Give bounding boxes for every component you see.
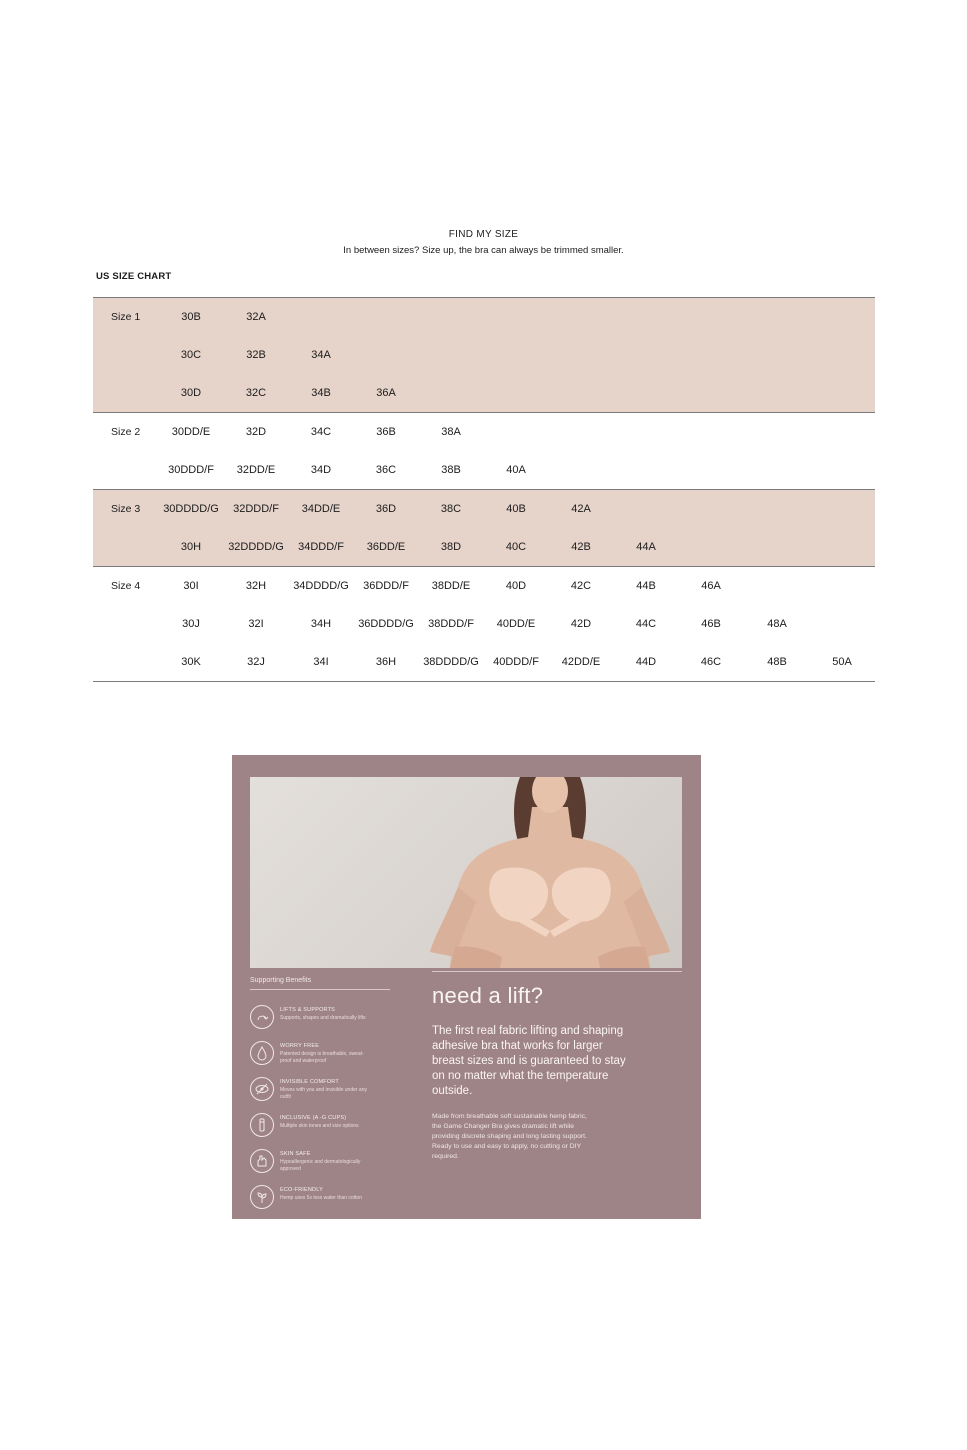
size-cell: 34C xyxy=(310,426,332,438)
size-cell: 46A xyxy=(701,580,721,592)
product-box-image xyxy=(232,755,701,1219)
size-cell: 40B xyxy=(506,503,526,515)
size-cell: 30DD/E xyxy=(171,426,211,438)
size-cell: 42DD/E xyxy=(561,656,601,668)
size-cell: 30C xyxy=(180,349,202,361)
model-figure-illustration xyxy=(250,777,682,968)
size-cell: 46C xyxy=(700,656,722,668)
size-cell: 34DDD/F xyxy=(298,541,344,553)
size-chart-label: US SIZE CHART xyxy=(96,271,172,282)
size-group xyxy=(93,567,875,682)
sprout-icon xyxy=(250,1185,274,1209)
size-cell: 34DDDD/G xyxy=(293,580,349,592)
size-cell: 36A xyxy=(376,387,396,399)
table-row xyxy=(93,528,875,566)
size-cell: 40C xyxy=(505,541,527,553)
size-cell: 40D xyxy=(505,580,527,592)
size-cell: 42B xyxy=(571,541,591,553)
size-cell: 42D xyxy=(570,618,592,630)
size-cell: 48B xyxy=(767,656,787,668)
benefit-item xyxy=(250,1113,410,1147)
size-cell: 38C xyxy=(440,503,462,515)
benefit-title: INCLUSIVE (A -G CUPS) xyxy=(280,1115,347,1121)
hand-leaf-icon xyxy=(250,1149,274,1173)
benefit-title: SKIN SAFE xyxy=(280,1151,311,1157)
benefit-description: Moves with you and invisible under any outfit xyxy=(280,1087,367,1100)
size-cell: 34I xyxy=(313,656,329,668)
size-cell: 44A xyxy=(636,541,656,553)
divider-line xyxy=(250,989,390,990)
size-cell: 30I xyxy=(183,580,199,592)
size-cell: 34A xyxy=(311,349,331,361)
benefit-description: Hypoallergenic and dermatologically approved xyxy=(280,1159,361,1172)
size-cell: 32J xyxy=(247,656,265,668)
size-cell: 34B xyxy=(311,387,331,399)
benefit-item xyxy=(250,1005,410,1039)
table-row xyxy=(93,451,875,489)
size-cell: 36DD/E xyxy=(366,541,406,553)
size-cell: 40DD/E xyxy=(496,618,536,630)
model-photo xyxy=(250,777,682,968)
table-row xyxy=(93,413,875,451)
package-body-text: Made from breathable soft sustainable hemp fabric, the Game Changer Bra gives dramatic lift while providing discrete shaping and long lasting support. Ready to use and easy to apply, no cutting or DIY required. xyxy=(432,1113,587,1160)
size-cell: 30K xyxy=(181,656,201,668)
package-lead-text: The first real fabric lifting and shaping adhesive bra that works for larger breast sizes and is guaranteed to stay on no matter what the temperature outside. xyxy=(432,1025,626,1097)
table-row xyxy=(93,374,875,412)
benefit-item xyxy=(250,1041,410,1075)
benefit-description: Patented design is breathable, sweat-proof and waterproof xyxy=(280,1051,364,1064)
size-cell: 30J xyxy=(182,618,200,630)
benefit-description: Hemp uses 5x less water than cotton xyxy=(280,1195,362,1201)
size-cell: 44B xyxy=(636,580,656,592)
size-cell: 44C xyxy=(635,618,657,630)
size-cell: 30B xyxy=(181,311,201,323)
size-cell: 38D xyxy=(440,541,462,553)
benefit-item xyxy=(250,1149,410,1183)
size-cell: 40DDD/F xyxy=(493,656,539,668)
table-row xyxy=(93,567,875,605)
size-cell: 38DD/E xyxy=(431,580,471,592)
size-cell: 30H xyxy=(180,541,202,553)
size-cell: 32I xyxy=(248,618,264,630)
package-headline: need a lift? xyxy=(432,983,544,1008)
page-subtitle: In between sizes? Size up, the bra can always be trimmed smaller. xyxy=(343,245,624,256)
size-cell: 38DDDD/G xyxy=(423,656,479,668)
benefit-description: Multiple skin tones and size options xyxy=(280,1123,359,1129)
benefit-title: ECO-FRIENDLY xyxy=(280,1187,323,1193)
size-group-label: Size 3 xyxy=(111,503,141,515)
size-cell: 34D xyxy=(310,464,332,476)
size-cell: 30DDD/F xyxy=(168,464,214,476)
benefit-title: WORRY FREE xyxy=(280,1043,320,1049)
size-group-label: Size 1 xyxy=(111,311,141,323)
size-cell: 32A xyxy=(246,311,266,323)
tube-icon xyxy=(250,1113,274,1137)
table-row xyxy=(93,490,875,528)
size-cell: 34DD/E xyxy=(301,503,341,515)
size-cell: 36D xyxy=(375,503,397,515)
size-cell: 34H xyxy=(310,618,332,630)
table-row xyxy=(93,605,875,643)
size-cell: 48A xyxy=(767,618,787,630)
size-group xyxy=(93,298,875,413)
page-title: FIND MY SIZE xyxy=(448,229,519,240)
size-cell: 38A xyxy=(441,426,461,438)
size-cell: 30D xyxy=(180,387,202,399)
size-cell: 32D xyxy=(245,426,267,438)
size-group-label: Size 4 xyxy=(111,580,141,592)
water-drop-icon xyxy=(250,1041,274,1065)
size-cell: 36H xyxy=(375,656,397,668)
benefits-title: Supporting Benefits xyxy=(250,977,312,984)
size-chart-table xyxy=(93,297,875,682)
size-cell: 38DDD/F xyxy=(428,618,474,630)
benefit-title: LIFTS & SUPPORTS xyxy=(280,1007,336,1013)
divider-line xyxy=(432,971,682,972)
size-cell: 36DDD/F xyxy=(363,580,409,592)
size-cell: 32DD/E xyxy=(236,464,276,476)
size-cell: 32DDDD/G xyxy=(228,541,284,553)
size-cell: 32B xyxy=(246,349,266,361)
size-cell: 36C xyxy=(375,464,397,476)
size-cell: 44D xyxy=(635,656,657,668)
benefit-description: Supports, shapes and dramatically lifts xyxy=(280,1015,366,1021)
eye-slash-icon xyxy=(250,1077,274,1101)
size-cell: 42A xyxy=(571,503,591,515)
benefit-title: INVISIBLE COMFORT xyxy=(280,1079,339,1085)
table-row xyxy=(93,298,875,336)
size-cell: 36B xyxy=(376,426,396,438)
table-row xyxy=(93,336,875,374)
size-cell: 38B xyxy=(441,464,461,476)
size-cell: 36DDDD/G xyxy=(358,618,414,630)
size-cell: 50A xyxy=(832,656,852,668)
table-row xyxy=(93,643,875,681)
size-group-label: Size 2 xyxy=(111,426,141,438)
size-cell: 32DDD/F xyxy=(233,503,279,515)
lift-arrow-icon xyxy=(250,1005,274,1029)
size-cell: 42C xyxy=(570,580,592,592)
benefit-item xyxy=(250,1077,410,1111)
size-cell: 32C xyxy=(245,387,267,399)
size-group xyxy=(93,413,875,490)
size-cell: 32H xyxy=(245,580,267,592)
size-group xyxy=(93,490,875,567)
size-cell: 30DDDD/G xyxy=(163,503,219,515)
size-guide-header xyxy=(0,228,967,258)
size-cell: 40A xyxy=(506,464,526,476)
size-cell: 46B xyxy=(701,618,721,630)
benefit-item xyxy=(250,1185,410,1219)
